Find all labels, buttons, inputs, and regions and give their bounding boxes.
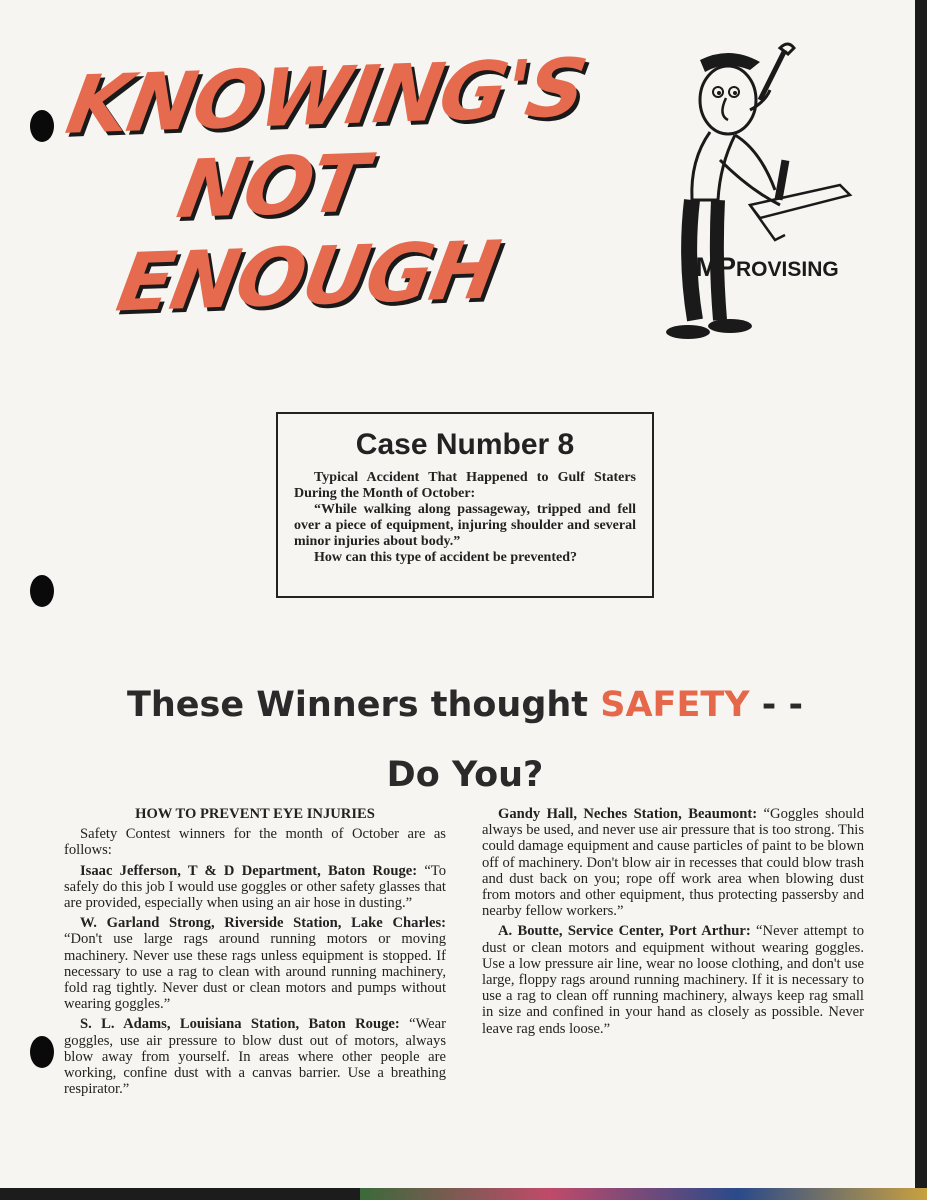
article-entry — [482, 923, 864, 1036]
article-entry — [482, 806, 864, 919]
article-entry — [64, 915, 446, 1012]
background-strip — [360, 1188, 927, 1200]
case-intro: Typical Accident That Happened to Gulf Staters During the Month of October: — [294, 470, 636, 501]
binder-hole-bottom — [30, 1036, 54, 1068]
headline-line-1: KNOWING'S — [60, 41, 592, 152]
winners-part-2: - - — [749, 685, 804, 725]
winners-heading — [40, 670, 890, 810]
entry-text: “Don't use large rags around running motors or moving machinery. Never use these rags unless equipment is stopped. If necessary to use a rag to clean with around running machinery, fold rag tightly. Never dust or clean motors and pumps without wearing goggles.” — [64, 931, 446, 1013]
article-column-left — [64, 806, 446, 1101]
case-text — [294, 470, 636, 566]
entry-text: “Never attempt to dust or clean motors and equipment without wearing goggles. Use a low pressure air line, wear no loose clothing, and don't use large, floppy rags around running machinery. If it is necessary to use a rag to clean off running machinery, always keep rag small in size and confined in your hand as closely as possible. Never leave rag ends loose.” — [482, 923, 864, 1037]
safety-highlight: SAFETY — [600, 685, 750, 725]
entry-name: A. Boutte, Service Center, Port Arthur: — [498, 923, 751, 940]
winners-heading-line-1 — [40, 670, 890, 740]
case-box — [276, 412, 654, 598]
headline-line-3: ENOUGH — [110, 223, 505, 330]
handyman-cartoon-icon — [600, 40, 880, 360]
case-question: How can this type of accident be prevented? — [314, 550, 577, 565]
entry-text: “Goggles should always be used, and never use air pressure that is too strong. This could damage equipment and cause particles of paint to be blown off of machinery. Don't blow air in recesses that could blow trash and dust back on you; rope off work area when blowing dust from motors and other equipment, thus protecting passersby and nearby fellow workers.” — [482, 806, 864, 920]
case-title: Case Number 8 — [355, 428, 575, 461]
headline-line-2: NOT — [171, 136, 373, 237]
binder-hole-middle — [30, 575, 54, 607]
article-entry — [64, 1016, 446, 1097]
improvising-label-big: IMP — [688, 252, 737, 282]
entry-name: W. Garland Strong, Riverside Station, Lake Charles: — [80, 915, 446, 932]
binder-hole-top — [30, 110, 54, 142]
entry-text: “To safely do this job I would use goggles or other safety glasses that are provided, especially when using an air hose in dusting.” — [64, 862, 446, 912]
entry-name: Gandy Hall, Neches Station, Beaumont: — [498, 806, 758, 822]
entry-name: Isaac Jefferson, T & D Department, Baton Rouge: — [80, 862, 418, 879]
improvising-label-small: ROVISING — [736, 258, 839, 281]
winners-heading-line-2: Do You? — [386, 755, 544, 795]
article-entry — [64, 863, 446, 912]
winners-part-1: These Winners thought — [126, 685, 601, 725]
entry-name: S. L. Adams, Louisiana Station, Baton Rouge: — [80, 1016, 400, 1033]
entry-text: “Wear goggles, use air pressure to blow dust out of motors, always blow away from yourself. In areas where other people are working, confine dust with a canvas barrier. Use a breathing respirator.” — [64, 1016, 446, 1098]
article-column-right — [482, 806, 864, 1041]
case-quote: “While walking along passageway, tripped and fell over a piece of equipment, injuring shoulder and several minor injuries about body.” — [294, 502, 636, 549]
article-heading: HOW TO PREVENT EYE INJURIES — [135, 806, 375, 822]
article-intro: Safety Contest winners for the month of October are as follows: — [64, 826, 446, 859]
improvising-label — [688, 252, 839, 283]
